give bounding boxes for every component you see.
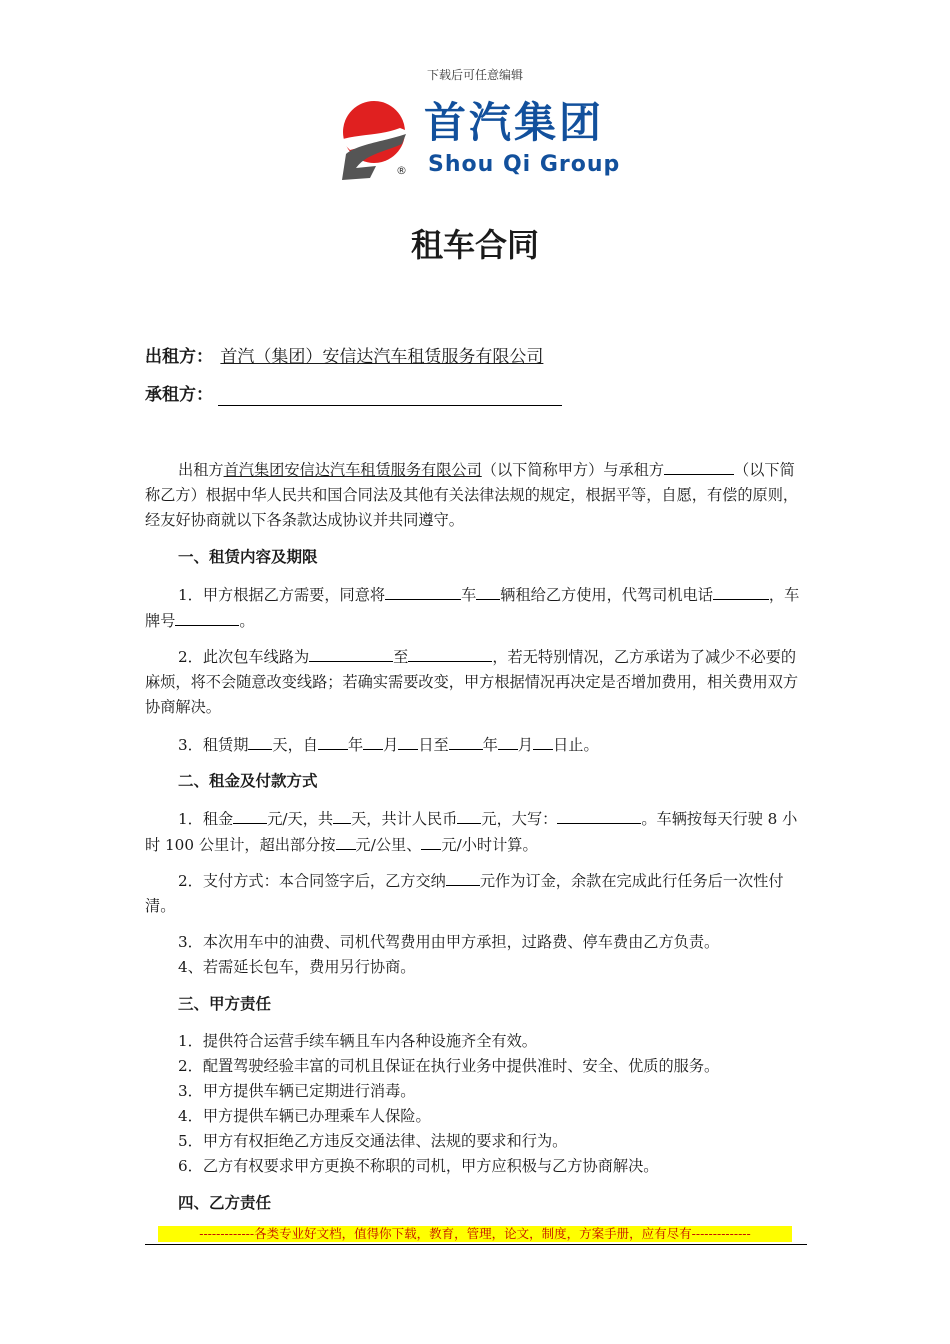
section-1-heading: 一、租赁内容及期限 (178, 548, 318, 566)
blank (398, 732, 418, 750)
lessee-blank (218, 387, 562, 406)
blank (557, 806, 641, 824)
lessor-line (145, 346, 545, 368)
s2-i2-a: 2．支付方式：本合同签字后，乙方交纳 (178, 872, 446, 890)
document-title: 租车合同 (410, 226, 539, 264)
blank (336, 832, 356, 850)
blank (309, 644, 393, 662)
s2-i2-b: 元作为订金，余款在完成此行任务后一次性付清。 (145, 872, 784, 915)
blank (333, 806, 351, 824)
intro-paragraph (145, 457, 807, 533)
s2-i1-g: 元/小时计算。 (441, 836, 538, 854)
section-2-heading: 二、租金及付款方式 (178, 772, 318, 790)
lessor-label: 出租方： (145, 347, 213, 367)
s3-item-2: 2．配置驾驶经验丰富的司机且保证在执行业务中提供准时、安全、优质的服务。 (178, 1057, 720, 1075)
logo-english-text: Shou Qi Group (428, 152, 621, 177)
s2-item-1 (145, 806, 807, 858)
s1-i1-e: 。 (239, 612, 255, 630)
logo-emblem-icon (336, 96, 426, 186)
blank (233, 806, 267, 824)
blank (449, 732, 483, 750)
s1-i3-a: 3．租赁期 (178, 736, 249, 754)
s1-item-1 (145, 582, 807, 634)
blank (498, 732, 518, 750)
s1-item-3 (145, 732, 807, 758)
intro-text-c: （以下简称乙方）根据中华人民共和国合同法及其他有关法律法规的规定，根据平等，自愿，有偿的原则，经友好协商就以下各条款达成协议并共同遵守。 (145, 461, 799, 529)
intro-text-a: 出租方 (178, 461, 224, 479)
blank (175, 608, 239, 626)
logo-chinese-text: 首汽集团 (424, 98, 605, 147)
s1-i2-a: 2．此次包车线路为 (178, 648, 310, 666)
s2-i1-b: 元/天，共 (267, 810, 334, 828)
s3-item-4: 4．甲方提供车辆已办理乘车人保险。 (178, 1107, 431, 1125)
intro-lessee-blank (664, 457, 734, 475)
intro-company: 首汽集团安信达汽车租赁服务有限公司 (223, 461, 482, 479)
lessee-line (145, 384, 562, 406)
s2-item-4: 4、若需延长包车，费用另行协商。 (178, 958, 416, 976)
s1-i1-b: 车 (461, 586, 477, 604)
s3-item-1: 1．提供符合运营手续车辆且车内各种设施齐全有效。 (178, 1032, 537, 1050)
s1-i3-h: 日止。 (553, 736, 599, 754)
s2-i1-a: 1．租金 (178, 810, 234, 828)
blank (533, 732, 553, 750)
s3-item-3: 3．甲方提供车辆已定期进行消毒。 (178, 1082, 416, 1100)
s1-i3-g: 月 (517, 736, 534, 754)
blank (421, 832, 441, 850)
blank (713, 582, 769, 600)
company-logo (336, 96, 626, 186)
s1-i2-c: ，若无特别情况，乙方承诺为了减少不必要的麻烦，将不会随意改变线路；若确实需要改变，甲方根据情况再决定是否增加费用，相关费用双方协商解决。 (145, 648, 799, 716)
s2-i1-f: 元/公里、 (355, 836, 422, 854)
s2-i1-e: 。车辆按每天行驶 8 小时 100 公里计，超出部分按 (145, 810, 798, 854)
s3-item-6: 6．乙方有权要求甲方更换不称职的司机，甲方应积极与乙方协商解决。 (178, 1157, 659, 1175)
blank (248, 732, 272, 750)
s1-i2-b: 至 (393, 648, 409, 666)
lessor-value: 首汽（集团）安信达汽车租赁服务有限公司 (220, 347, 544, 367)
blank (408, 644, 492, 662)
intro-text-b: （以下简称甲方）与承租方 (481, 461, 664, 479)
s1-i1-a: 1．甲方根据乙方需要，同意将 (178, 586, 386, 604)
blank (318, 732, 348, 750)
s1-i3-e: 日至 (418, 736, 449, 754)
s1-i1-c: 辆租给乙方使用，代驾司机电话 (500, 586, 713, 604)
footer-banner: -------------各类专业好文档，值得你下载，教育，管理，论文，制度，方案手册，应有尽有-------------- (158, 1226, 792, 1242)
s1-i3-f: 年 (482, 736, 498, 754)
s2-i1-c: 天，共计人民币 (351, 810, 458, 828)
blank (363, 732, 383, 750)
section-3-heading: 三、甲方责任 (178, 995, 272, 1013)
s1-item-2 (145, 644, 807, 720)
s2-item-2 (145, 868, 807, 919)
s3-item-5: 5．甲方有权拒绝乙方违反交通法律、法规的要求和行为。 (178, 1132, 568, 1150)
blank (446, 868, 480, 886)
s1-i3-b: 天，自 (272, 736, 318, 754)
registered-mark: ® (396, 164, 407, 177)
section-4-heading: 四、乙方责任 (178, 1194, 272, 1212)
s2-i1-d: 元，大写： (481, 810, 558, 828)
lessee-label: 承租方： (145, 385, 213, 405)
s2-item-3: 3．本次用车中的油费、司机代驾费用由甲方承担，过路费、停车费由乙方负责。 (178, 933, 720, 951)
blank (457, 806, 481, 824)
header-note: 下载后可任意编辑 (426, 68, 523, 82)
blank (385, 582, 461, 600)
s1-i3-d: 月 (383, 736, 399, 754)
footer-divider (145, 1244, 807, 1245)
s1-i1-d: ，车牌号 (145, 586, 800, 630)
s1-i3-c: 年 (347, 736, 364, 754)
blank (476, 582, 500, 600)
